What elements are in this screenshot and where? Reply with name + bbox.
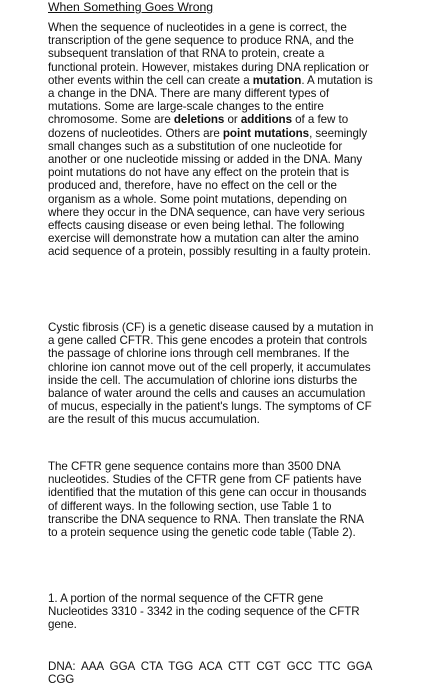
dna-sequence: DNA: AAA GGA CTA TGG ACA CTT CGT GCC TTC GGA CGG xyxy=(48,660,372,687)
cystic-fibrosis-paragraph: Cystic fibrosis (CF) is a genetic disease caused by a mutation in a gene called CFTR. This gene encodes a protein that controls the passage of chlorine ions through cell membranes. If the chlorine ion cannot move out of the cell properly, it accumulates inside the cell. The accumulation of chlorine ions disturbs the balance of water around the cells and causes an accumulation of mucus, especially in the patient's lungs. The symptoms of CF are the result of this mucus accumulation. xyxy=(48,321,374,427)
intro-text-5: , seemingly small changes such as a substitution of one nucleotide for another or one nucleotide missing or added in the DNA. Many point mutations do not have any effect on the protein that is produced and, therefore, have no effect on the cell or the organism as a whole. Some point mutations, depending on where they occur in the DNA sequence, can have very serious effects causing disease or even being lethal. The following exercise will demonstrate how a mutation can alter the amino acid sequence of a protein, possibly resulting in a faulty protein. xyxy=(48,126,371,259)
term-additions: additions xyxy=(240,113,292,127)
term-mutation: mutation xyxy=(252,73,302,87)
term-deletions: deletions xyxy=(173,113,225,127)
intro-text-4: of a few to dozens of nucleotides. Others are xyxy=(48,113,349,140)
intro-text-1: When the sequence of nucleotides in a gene is correct, the transcription of the gene sequence to produce RNA, and the subsequent translation of that RNA to protein, create a functional protein. However, mistakes during DNA replication or other events within the cell can create a xyxy=(48,21,369,87)
term-point-mutations: point mutations xyxy=(222,126,310,140)
page-title: When Something Goes Wrong xyxy=(48,0,214,14)
intro-paragraph xyxy=(48,21,374,259)
question-1-text: 1. A portion of the normal sequence of the CFTR gene Nucleotides 3310 - 3342 in the coding sequence of the CFTR gene. xyxy=(48,592,360,632)
cftr-gene-paragraph: The CFTR gene sequence contains more than 3500 DNA nucleotides. Studies of the CFTR gene from CF patients have identified that the mutation of this gene can occur in thousands of different ways. In the following section, use Table 1 to transcribe the DNA sequence to RNA. Then translate the RNA to a protein sequence using the genetic code table (Table 2). xyxy=(48,460,367,540)
intro-text-3: or xyxy=(224,113,241,127)
intro-text-2: . A mutation is a change in the DNA. There are many different types of mutations. Some are large-scale changes to the entire chromosome. Some are xyxy=(48,73,373,127)
